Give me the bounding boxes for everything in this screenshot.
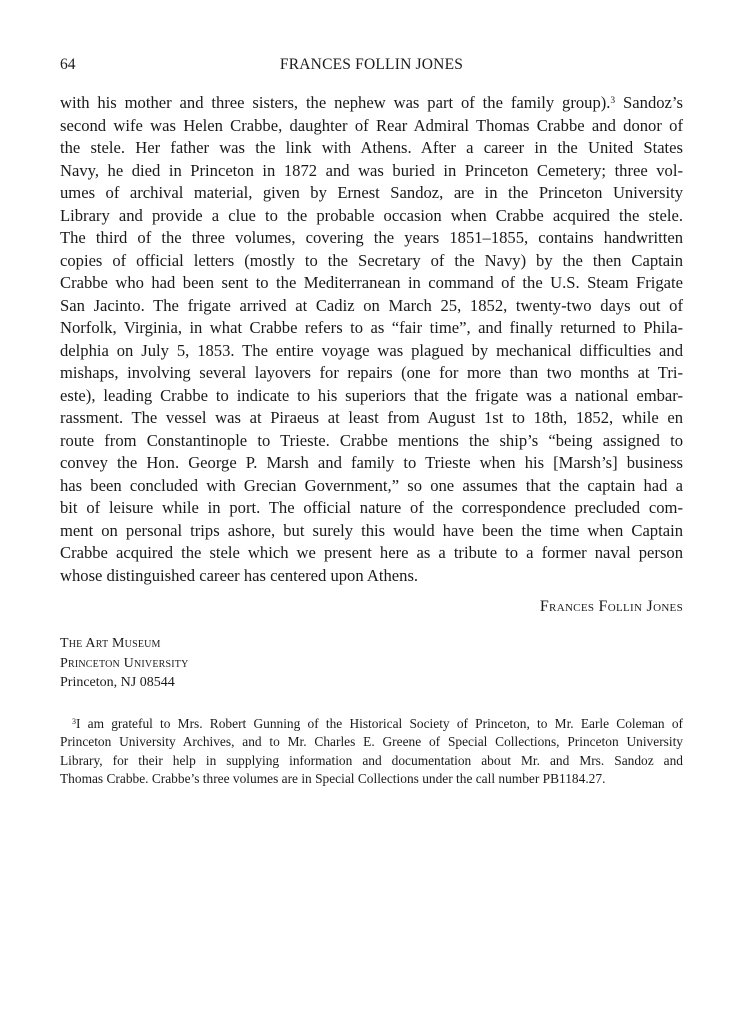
text-line: second wife was Helen Crabbe, daughter of Rear Admiral Thomas Crabbe and donor of	[60, 115, 683, 135]
affiliation-address: Princeton, NJ 08544	[60, 675, 175, 690]
affiliation-institution: The Art Museum	[60, 636, 161, 651]
text-line: Navy, he died in Princeton in 1872 and was buried in Princeton Cemetery; three vol-	[60, 160, 683, 180]
text-line: Norfolk, Virginia, in what Crabbe refers to as “fair time”, and finally returned to Phila-	[60, 318, 683, 337]
running-title: FRANCES FOLLIN JONES	[279, 56, 464, 73]
footnote-line: Library, for their help in supplying information and documentation about Mr. and Mrs. Sandoz and	[60, 752, 683, 768]
text-line: ment on personal trips ashore, but surely this would have been the time when Captain	[60, 520, 683, 540]
text-line: route from Constantinople to Trieste. Crabbe mentions the ship’s “being assigned to	[60, 430, 683, 450]
text-line-segment: with his mother and three sisters, the nephew was part of the family group).	[60, 93, 611, 112]
page-number: 64	[60, 56, 76, 73]
document-page	[60, 56, 683, 789]
text-line: Crabbe who had been sent to the Mediterranean in command of the U.S. Steam Frigate	[60, 273, 683, 292]
text-line: bit of leisure while in port. The official nature of the correspondence precluded com-	[60, 498, 683, 517]
author-affiliation	[60, 634, 683, 693]
text-line-segment: Sandoz’s	[615, 93, 683, 112]
text-line	[60, 92, 683, 115]
footnote-line: Thomas Crabbe. Crabbe’s three volumes are in Special Collections under the call number PB1184.27.	[60, 771, 606, 786]
body-paragraph	[60, 92, 683, 587]
text-line: Library and provide a clue to the probable occasion when Crabbe acquired the stele.	[60, 205, 683, 225]
text-line: mishaps, involving several layovers for repairs (one for more than two months at Tri-	[60, 363, 683, 382]
running-head	[60, 56, 683, 80]
text-line: the stele. Her father was the link with Athens. After a career in the United States	[60, 138, 683, 157]
text-line: convey the Hon. George P. Marsh and family to Trieste when his [Marsh’s] business	[60, 453, 683, 472]
footnote-line: Princeton University Archives, and to Mr. Charles E. Greene of Special Collections, Princeton University	[60, 734, 683, 749]
footnote-reference: 3	[610, 96, 616, 106]
text-line: copies of official letters (mostly to the Secretary of the Navy) by the then Captain	[60, 250, 683, 270]
text-line: este), leading Crabbe to indicate to his superiors that the frigate was a national embar-	[60, 385, 683, 405]
text-line: San Jacinto. The frigate arrived at Cadiz on March 25, 1852, twenty-two days out of	[60, 295, 683, 315]
text-line: Crabbe acquired the stele which we present here as a tribute to a former naval person	[60, 543, 683, 562]
text-line: rassment. The vessel was at Piraeus at least from August 1st to 18th, 1852, while en	[60, 408, 683, 427]
text-line: whose distinguished career has centered upon Athens.	[60, 565, 419, 585]
footnote-line-text: I am grateful to Mrs. Robert Gunning of the Historical Society of Princeton, to Mr. Earle Coleman of	[76, 715, 683, 731]
footnote-marker: 3	[72, 716, 76, 726]
text-line: The third of the three volumes, covering the years 1851–1855, contains handwritten	[60, 228, 683, 247]
footnote-line	[60, 715, 683, 734]
affiliation-university: Princeton University	[60, 655, 189, 671]
author-signature: Frances Follin Jones	[539, 598, 683, 615]
footnote	[60, 715, 683, 789]
text-line: delphia on July 5, 1853. The entire voyage was plagued by mechanical difficulties and	[60, 340, 683, 360]
text-line: umes of archival material, given by Ernest Sandoz, are in the Princeton University	[60, 183, 683, 202]
text-line: has been concluded with Grecian Government,” so one assumes that the captain had a	[60, 475, 683, 495]
